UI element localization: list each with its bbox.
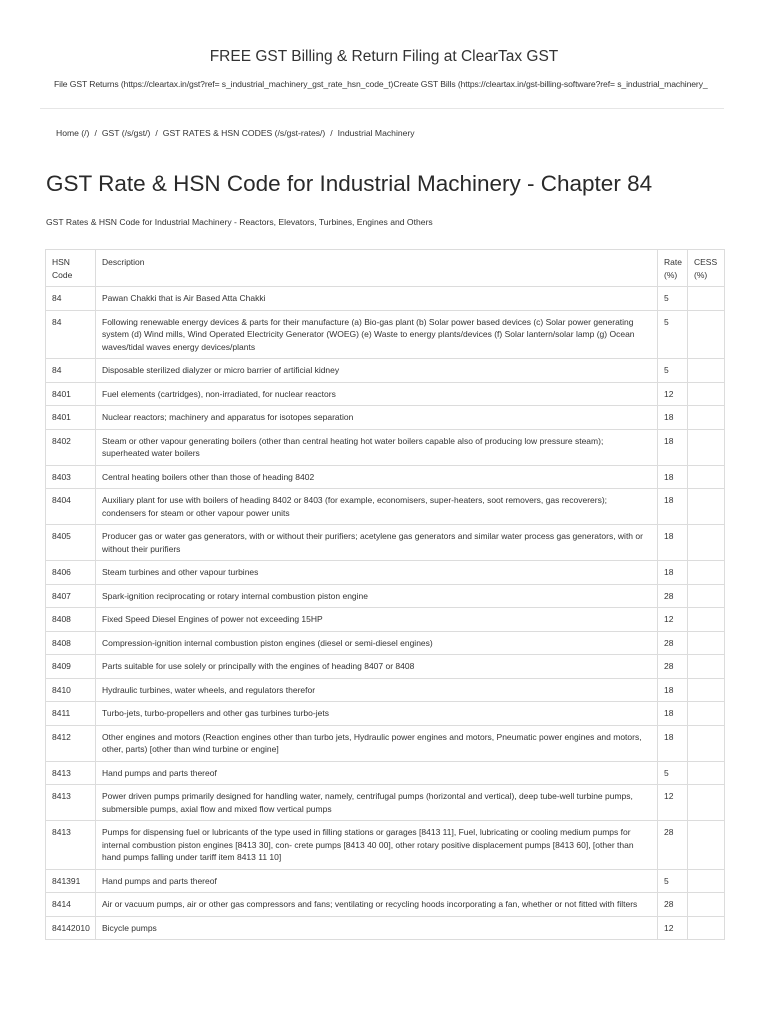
table-row [46,406,725,430]
cell-hsn-code: 8401 [46,406,96,430]
cell-rate: 18 [658,489,688,525]
cell-hsn-code: 8411 [46,702,96,726]
cell-description: Spark-ignition reciprocating or rotary internal combustion piston engine [96,584,658,608]
cell-rate: 5 [658,287,688,311]
cell-cess [688,465,725,489]
cell-cess [688,702,725,726]
cell-hsn-code: 8414 [46,893,96,917]
breadcrumb-gst[interactable]: GST (/s/gst/) [101,128,151,138]
cell-rate: 5 [658,761,688,785]
cell-cess [688,608,725,632]
cell-rate: 28 [658,631,688,655]
table-row [46,761,725,785]
cell-cess [688,761,725,785]
cell-cess [688,869,725,893]
cell-cess [688,678,725,702]
page-title: GST Rate & HSN Code for Industrial Machinery - Chapter 84 [46,171,653,196]
gst-rate-table [45,249,725,940]
cell-rate: 28 [658,584,688,608]
cell-cess [688,287,725,311]
cell-hsn-code: 8403 [46,465,96,489]
table-row [46,631,725,655]
cell-description: Turbo-jets, turbo-propellers and other gas turbines turbo-jets [96,702,658,726]
cell-description: Pumps for dispensing fuel or lubricants of the type used in filling stations or garages [8413 11], Fuel, lubricating or cooling medium pumps for internal combustion piston engines [8413 30], con- crete pumps [8413 40 00], other rotary positive displacement pumps [8413 60], [other than hand pumps falling under tariff item 8413 11 10] [96,821,658,870]
cell-description: Steam turbines and other vapour turbines [96,561,658,585]
cell-cess [688,382,725,406]
promo-banner[interactable]: FREE GST Billing & Return Filing at ClearTax GST [209,48,559,65]
cell-rate: 28 [658,655,688,679]
cell-description: Air or vacuum pumps, air or other gas compressors and fans; ventilating or recycling hoods incorporating a fan, whether or not fitted with filters [96,893,658,917]
cell-rate: 12 [658,916,688,940]
cell-hsn-code: 8408 [46,608,96,632]
cell-rate: 5 [658,869,688,893]
cell-cess [688,916,725,940]
cell-hsn-code: 8402 [46,429,96,465]
cell-cess [688,561,725,585]
table-row [46,584,725,608]
cell-rate: 12 [658,608,688,632]
cell-rate: 28 [658,893,688,917]
breadcrumb [56,128,415,138]
table-row [46,465,725,489]
header-rate: Rate (%) [658,250,688,287]
breadcrumb-separator: / [330,128,333,138]
file-gst-returns-link[interactable]: File GST Returns (https://cleartax.in/gst?ref= s_industrial_machinery_gst_rate_hsn_code_t) [54,79,394,89]
header-hsn-code: HSN Code [46,250,96,287]
cell-hsn-code: 8409 [46,655,96,679]
cell-description: Central heating boilers other than those of heading 8402 [96,465,658,489]
cell-cess [688,429,725,465]
table-row [46,893,725,917]
cell-rate: 18 [658,465,688,489]
cell-rate: 12 [658,785,688,821]
cell-cess [688,489,725,525]
table-row [46,382,725,406]
cell-cess [688,525,725,561]
table-row [46,525,725,561]
cell-hsn-code: 84 [46,287,96,311]
header-cess: CESS (%) [688,250,725,287]
cell-hsn-code: 8408 [46,631,96,655]
table-row [46,561,725,585]
cell-description: Auxiliary plant for use with boilers of heading 8402 or 8403 (for example, economisers, super-heaters, soot removers, gas recoverers); condensers for steam or other vapour power units [96,489,658,525]
page-subtitle: GST Rates & HSN Code for Industrial Machinery - Reactors, Elevators, Turbines, Engines and Others [46,217,433,227]
cell-description: Following renewable energy devices & parts for their manufacture (a) Bio-gas plant (b) Solar power based devices (c) Solar power generating system (d) Wind mills, Wind Operated Electricity Generator (WOEG) (e) Waste to energy plants/devices (f) Solar lantern/solar lamp (g) Ocean waves/tidal waves energy devices/plants [96,310,658,359]
cell-cess [688,584,725,608]
cell-rate: 5 [658,359,688,383]
cell-description: Power driven pumps primarily designed for handling water, namely, centrifugal pumps (horizontal and vertical), deep tube-well turbine pumps, submersible pumps, axial flow and mixed flow vertical pumps [96,785,658,821]
cell-cess [688,821,725,870]
table-header-row [46,250,725,287]
cell-cess [688,631,725,655]
cell-description: Pawan Chakki that is Air Based Atta Chakki [96,287,658,311]
cell-description: Compression-ignition internal combustion piston engines (diesel or semi-diesel engines) [96,631,658,655]
table-row [46,310,725,359]
cell-description: Parts suitable for use solely or principally with the engines of heading 8407 or 8408 [96,655,658,679]
cell-hsn-code: 8407 [46,584,96,608]
cell-cess [688,406,725,430]
cell-rate: 12 [658,382,688,406]
cell-rate: 18 [658,429,688,465]
cell-description: Bicycle pumps [96,916,658,940]
table-row [46,821,725,870]
cell-description: Producer gas or water gas generators, with or without their purifiers; acetylene gas generators and similar water process gas generators, with or without their purifiers [96,525,658,561]
cell-description: Other engines and motors (Reaction engines other than turbo jets, Hydraulic power engines and motors, Pneumatic power engines and motors, other, parts) [other than wind turbine or engine] [96,725,658,761]
cell-rate: 5 [658,310,688,359]
cell-rate: 18 [658,406,688,430]
cell-hsn-code: 8406 [46,561,96,585]
breadcrumb-gst-rates[interactable]: GST RATES & HSN CODES (/s/gst-rates/) [162,128,326,138]
cell-hsn-code: 8413 [46,785,96,821]
cell-hsn-code: 84 [46,310,96,359]
table-row [46,429,725,465]
table-row [46,702,725,726]
cell-description: Hand pumps and parts thereof [96,761,658,785]
table-row [46,489,725,525]
top-links [54,79,768,89]
header-description: Description [96,250,658,287]
cell-hsn-code: 84142010 [46,916,96,940]
cell-description: Hand pumps and parts thereof [96,869,658,893]
breadcrumb-current: Industrial Machinery [337,128,415,138]
cell-cess [688,359,725,383]
cell-cess [688,785,725,821]
cell-cess [688,310,725,359]
cell-hsn-code: 8405 [46,525,96,561]
cell-hsn-code: 84 [46,359,96,383]
cell-description: Steam or other vapour generating boilers (other than central heating hot water boilers capable also of producing low pressure steam); superheated water boilers [96,429,658,465]
cell-rate: 28 [658,821,688,870]
cell-hsn-code: 8404 [46,489,96,525]
breadcrumb-separator: / [94,128,97,138]
table-row [46,725,725,761]
table-row [46,785,725,821]
cell-hsn-code: 8413 [46,761,96,785]
cell-rate: 18 [658,678,688,702]
cell-hsn-code: 8412 [46,725,96,761]
cell-hsn-code: 8410 [46,678,96,702]
cell-rate: 18 [658,525,688,561]
cell-rate: 18 [658,702,688,726]
cell-cess [688,655,725,679]
cell-hsn-code: 841391 [46,869,96,893]
cell-cess [688,893,725,917]
cell-rate: 18 [658,725,688,761]
cell-description: Hydraulic turbines, water wheels, and regulators therefor [96,678,658,702]
breadcrumb-home[interactable]: Home (/) [56,128,90,138]
table-row [46,678,725,702]
cell-description: Disposable sterilized dialyzer or micro barrier of artificial kidney [96,359,658,383]
cell-description: Fixed Speed Diesel Engines of power not exceeding 15HP [96,608,658,632]
cell-description: Nuclear reactors; machinery and apparatus for isotopes separation [96,406,658,430]
table-row [46,655,725,679]
divider [40,108,724,109]
create-gst-bills-link[interactable]: Create GST Bills (https://cleartax.in/gst-billing-software?ref= s_industrial_machinery_ [393,79,708,89]
table-row [46,608,725,632]
table-row [46,869,725,893]
table-row [46,916,725,940]
cell-hsn-code: 8413 [46,821,96,870]
breadcrumb-separator: / [155,128,158,138]
table-row [46,359,725,383]
cell-rate: 18 [658,561,688,585]
cell-description: Fuel elements (cartridges), non-irradiated, for nuclear reactors [96,382,658,406]
cell-cess [688,725,725,761]
table-row [46,287,725,311]
cell-hsn-code: 8401 [46,382,96,406]
